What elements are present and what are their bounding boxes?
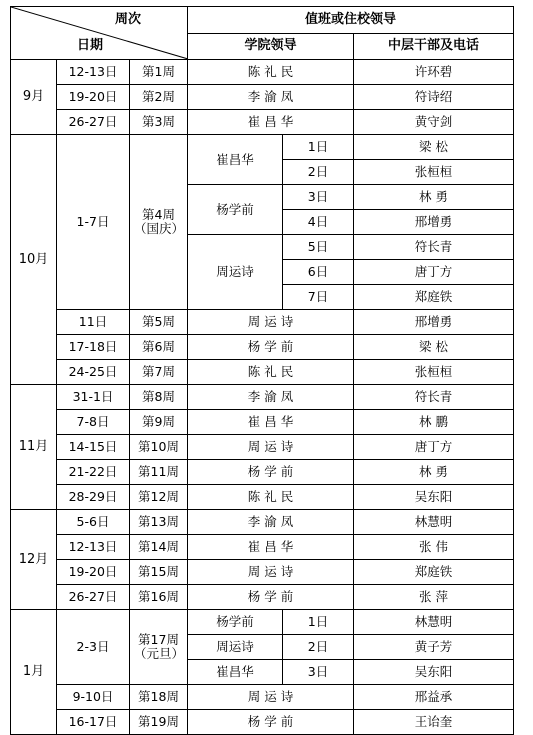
date-cell: 31-1日 xyxy=(57,385,130,410)
date-cell: 24-25日 xyxy=(57,360,130,385)
leader-cell: 崔昌华 xyxy=(188,660,283,685)
middle-cell: 张 伟 xyxy=(354,535,514,560)
week-header: 周次 xyxy=(115,12,142,27)
leader-cell: 杨 学 前 xyxy=(188,460,354,485)
date-cell: 19-20日 xyxy=(57,560,130,585)
leader-cell: 周运诗 xyxy=(188,635,283,660)
middle-cell: 符诗绍 xyxy=(354,85,514,110)
date-cell: 17-18日 xyxy=(57,335,130,360)
middle-cell: 吴东阳 xyxy=(354,660,514,685)
middle-cell: 林 勇 xyxy=(354,185,514,210)
middle-cell: 张 萍 xyxy=(354,585,514,610)
middle-cell: 梁 松 xyxy=(354,135,514,160)
date-cell: 26-27日 xyxy=(57,585,130,610)
leader-cell: 陈 礼 民 xyxy=(188,485,354,510)
day-cell: 5日 xyxy=(283,235,354,260)
middle-cell: 张桓桓 xyxy=(354,360,514,385)
leader-cell: 李 渝 凤 xyxy=(188,85,354,110)
table-row xyxy=(11,485,514,510)
middle-cell: 黄子芳 xyxy=(354,635,514,660)
week-cell: 第15周 xyxy=(130,560,188,585)
week-cell: 第6周 xyxy=(130,335,188,360)
week-cell: 第16周 xyxy=(130,585,188,610)
week-cell: 第19周 xyxy=(130,710,188,735)
leader-cell: 杨 学 前 xyxy=(188,710,354,735)
middle-cell: 邢益承 xyxy=(354,685,514,710)
day-cell: 3日 xyxy=(283,185,354,210)
week-cell: 第12周 xyxy=(130,485,188,510)
leader-cell: 崔 昌 华 xyxy=(188,410,354,435)
week-cell: 第2周 xyxy=(130,85,188,110)
leader-cell: 崔 昌 华 xyxy=(188,110,354,135)
diagonal-header-cell xyxy=(11,7,188,60)
table-row xyxy=(11,310,514,335)
leader-cell: 杨学前 xyxy=(188,610,283,635)
middle-cell: 梁 松 xyxy=(354,335,514,360)
middle-cell: 林 鹏 xyxy=(354,410,514,435)
table-row xyxy=(11,710,514,735)
month-cell: 12月 xyxy=(11,510,57,610)
table-row xyxy=(11,60,514,85)
leader-cell: 周 运 诗 xyxy=(188,435,354,460)
day-cell: 1日 xyxy=(283,135,354,160)
table-row xyxy=(11,410,514,435)
table-row xyxy=(11,135,514,160)
middle-cell: 王诒奎 xyxy=(354,710,514,735)
table-row xyxy=(11,685,514,710)
week-cell: 第8周 xyxy=(130,385,188,410)
leader-cell: 李 渝 凤 xyxy=(188,510,354,535)
week-cell: 第13周 xyxy=(130,510,188,535)
middle-cell: 林 勇 xyxy=(354,460,514,485)
date-cell: 7-8日 xyxy=(57,410,130,435)
day-cell: 2日 xyxy=(283,160,354,185)
date-cell: 5-6日 xyxy=(57,510,130,535)
week-cell: 第18周 xyxy=(130,685,188,710)
middle-cell: 唐丁方 xyxy=(354,435,514,460)
week-cell: 第10周 xyxy=(130,435,188,460)
middle-cadre-header: 中层干部及电话 xyxy=(354,33,514,60)
middle-cell: 林慧明 xyxy=(354,510,514,535)
date-cell: 19-20日 xyxy=(57,85,130,110)
week-cell: 第3周 xyxy=(130,110,188,135)
table-row xyxy=(11,585,514,610)
date-cell: 11日 xyxy=(57,310,130,335)
date-cell: 26-27日 xyxy=(57,110,130,135)
leader-cell: 周 运 诗 xyxy=(188,310,354,335)
middle-cell: 黄守剑 xyxy=(354,110,514,135)
week-cell: 第1周 xyxy=(130,60,188,85)
leader-cell: 崔 昌 华 xyxy=(188,535,354,560)
leader-cell: 周 运 诗 xyxy=(188,560,354,585)
middle-cell: 符长青 xyxy=(354,235,514,260)
date-header: 日期 xyxy=(77,38,104,53)
date-cell: 2-3日 xyxy=(57,610,130,685)
leader-cell: 周运诗 xyxy=(188,235,283,310)
table-row xyxy=(11,110,514,135)
leaders-header: 值班或住校领导 xyxy=(188,7,514,34)
month-cell: 11月 xyxy=(11,385,57,510)
middle-cell: 林慧明 xyxy=(354,610,514,635)
day-cell: 3日 xyxy=(283,660,354,685)
table-row xyxy=(11,460,514,485)
table-row xyxy=(11,360,514,385)
table-row xyxy=(11,560,514,585)
table-row xyxy=(11,610,514,635)
leader-cell: 杨 学 前 xyxy=(188,585,354,610)
middle-cell: 唐丁方 xyxy=(354,260,514,285)
day-cell: 7日 xyxy=(283,285,354,310)
date-cell: 28-29日 xyxy=(57,485,130,510)
date-cell: 21-22日 xyxy=(57,460,130,485)
leader-cell: 陈 礼 民 xyxy=(188,60,354,85)
duty-schedule-table xyxy=(10,6,514,735)
middle-cell: 张桓桓 xyxy=(354,160,514,185)
middle-cell: 邢增勇 xyxy=(354,210,514,235)
table-row xyxy=(11,535,514,560)
month-cell: 10月 xyxy=(11,135,57,385)
date-cell: 1-7日 xyxy=(57,135,130,310)
week-cell: 第9周 xyxy=(130,410,188,435)
date-cell: 16-17日 xyxy=(57,710,130,735)
table-row xyxy=(11,385,514,410)
date-cell: 14-15日 xyxy=(57,435,130,460)
middle-cell: 符长青 xyxy=(354,385,514,410)
week-cell: 第4周（国庆） xyxy=(130,135,188,310)
middle-cell: 邢增勇 xyxy=(354,310,514,335)
table-row xyxy=(11,335,514,360)
date-cell: 12-13日 xyxy=(57,535,130,560)
college-leader-header: 学院领导 xyxy=(188,33,354,60)
leader-cell: 陈 礼 民 xyxy=(188,360,354,385)
table-row xyxy=(11,510,514,535)
middle-cell: 郑庭铁 xyxy=(354,285,514,310)
middle-cell: 许环碧 xyxy=(354,60,514,85)
table-row xyxy=(11,85,514,110)
middle-cell: 吴东阳 xyxy=(354,485,514,510)
day-cell: 6日 xyxy=(283,260,354,285)
week-cell: 第17周（元旦） xyxy=(130,610,188,685)
header-row xyxy=(11,7,514,34)
week-cell: 第5周 xyxy=(130,310,188,335)
day-cell: 2日 xyxy=(283,635,354,660)
date-cell: 12-13日 xyxy=(57,60,130,85)
date-cell: 9-10日 xyxy=(57,685,130,710)
week-cell: 第14周 xyxy=(130,535,188,560)
leader-cell: 周 运 诗 xyxy=(188,685,354,710)
leader-cell: 杨 学 前 xyxy=(188,335,354,360)
week-cell: 第7周 xyxy=(130,360,188,385)
day-cell: 4日 xyxy=(283,210,354,235)
leader-cell: 杨学前 xyxy=(188,185,283,235)
day-cell: 1日 xyxy=(283,610,354,635)
month-cell: 9月 xyxy=(11,60,57,135)
leader-cell: 李 渝 凤 xyxy=(188,385,354,410)
leader-cell: 崔昌华 xyxy=(188,135,283,185)
week-cell: 第11周 xyxy=(130,460,188,485)
table-row xyxy=(11,435,514,460)
month-cell: 1月 xyxy=(11,610,57,735)
middle-cell: 郑庭铁 xyxy=(354,560,514,585)
